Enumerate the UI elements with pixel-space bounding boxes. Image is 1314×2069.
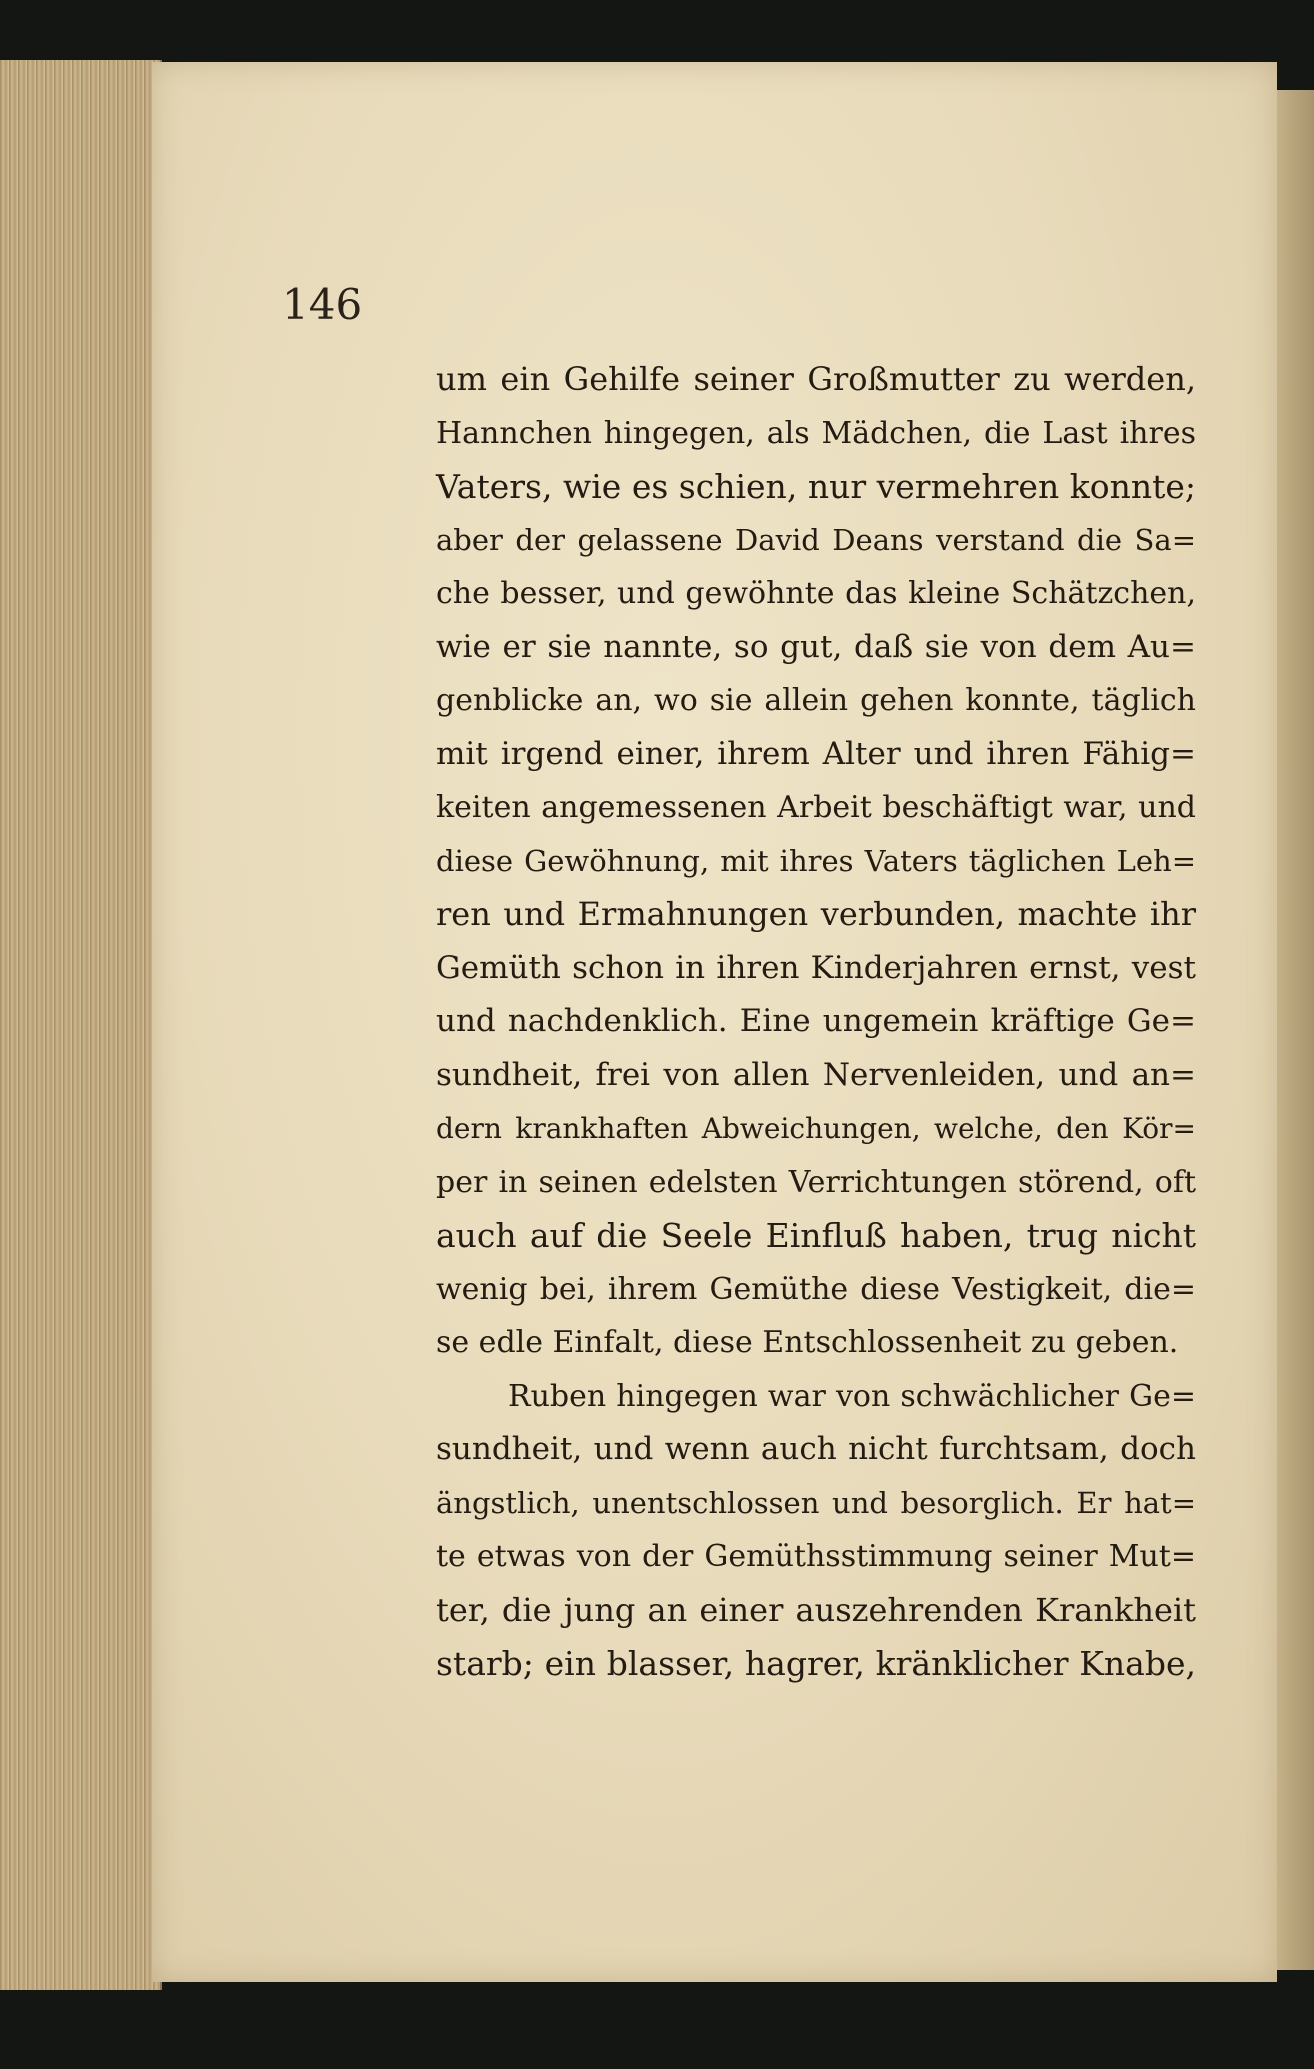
text-line: sundheit, und wenn auch nicht furchtsam, doch: [436, 1431, 1196, 1467]
text-line: per in seinen edelsten Verrichtungen störend, oft: [436, 1164, 1196, 1200]
page-number: 146: [282, 280, 363, 329]
text-line: diese Gewöhnung, mit ihres Vaters täglichen Leh=: [436, 843, 1196, 878]
text-line: aber der gelassene David Deans verstand die Sa=: [436, 522, 1196, 557]
text-line: auch auf die Seele Einfluß haben, trug nicht: [436, 1216, 1196, 1255]
facing-page-edge: [1272, 90, 1314, 1970]
text-line: starb; ein blasser, hagrer, kränklicher Knabe,: [436, 1644, 1196, 1683]
text-line: wie er sie nannte, so gut, daß sie von dem Au=: [436, 628, 1196, 665]
text-line: Ruben hingegen war von schwächlicher Ge=: [508, 1378, 1196, 1414]
text-line: ren und Ermahnungen verbunden, machte ihr: [436, 895, 1196, 933]
text-line: te etwas von der Gemüthsstimmung seiner Mut=: [436, 1539, 1196, 1574]
page-stack-edge: [0, 60, 162, 1990]
text-line: keiten angemessenen Arbeit beschäftigt war, und: [436, 790, 1196, 825]
text-line: ängstlich, unentschlossen und besorglich. Er hat=: [436, 1485, 1196, 1520]
text-line: und nachdenklich. Eine ungemein kräftige Ge=: [436, 1003, 1196, 1039]
page-text: [436, 353, 1196, 1691]
text-line: che besser, und gewöhnte das kleine Schätzchen,: [436, 576, 1196, 611]
text-line: ter, die jung an einer auszehrenden Krankheit: [436, 1590, 1196, 1629]
text-line: dern krankhaften Abweichungen, welche, den Kör=: [436, 1112, 1196, 1145]
text-line: Vaters, wie es schien, nur vermehren konnte;: [436, 467, 1196, 506]
text-line: wenig bei, ihrem Gemüthe diese Vestigkeit, die=: [436, 1271, 1196, 1307]
text-line: se edle Einfalt, diese Entschlossenheit zu geben.: [436, 1325, 1179, 1360]
text-line: sundheit, frei von allen Nervenleiden, und an=: [436, 1056, 1196, 1093]
text-line: um ein Gehilfe seiner Großmutter zu werden,: [436, 360, 1196, 398]
text-line: Hannchen hingegen, als Mädchen, die Last ihres: [436, 415, 1196, 451]
text-line: genblicke an, wo sie allein gehen konnte, täglich: [436, 683, 1196, 718]
text-line: Gemüth schon in ihren Kinderjahren ernst, vest: [436, 949, 1196, 986]
text-line: mit irgend einer, ihrem Alter und ihren Fähig=: [436, 735, 1196, 772]
